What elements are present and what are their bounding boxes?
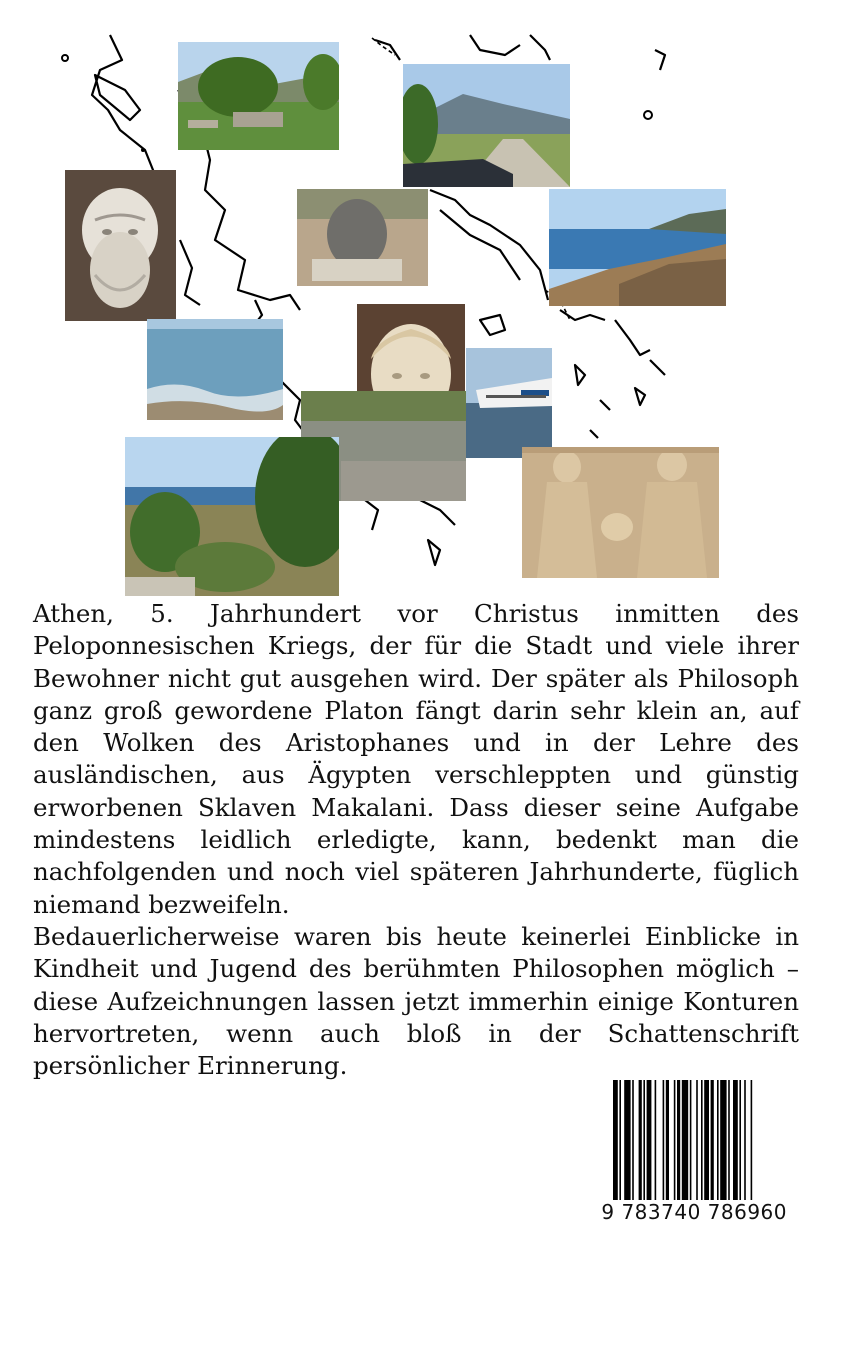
pine-trees-coast-photo [125, 437, 339, 596]
isbn-number: 9 783740 786960 [591, 1200, 787, 1224]
socrates-bust-photo [65, 170, 176, 321]
cover-collage [0, 0, 850, 600]
ferry-ship-photo [466, 348, 552, 458]
coastline-photo [549, 189, 726, 306]
ruins-with-tree-photo [178, 42, 339, 150]
mountain-road-photo [403, 64, 570, 187]
description-paragraph: Athen, 5. Jahrhundert vor Christus inmitten des Peloponnesischen Kriegs, der für die Stadt und viele ihrer Bewohner nicht gut ausgehen wird. Der später als Philosoph ganz groß gewordene Platon fängt darin sehr klein an, auf den Wolken des Aristophanes und in der Lehre des ausländischen, aus Ägypten verschleppten und günstig erworbenen Sklaven Makalani. Dass dieser seine Aufgabe mindestens leidlich erledigte, kann, bedenkt man die nachfolgenden und noch viel späteren Jahrhunderte, füglich niemand bezweifeln. [33, 599, 799, 919]
back-cover-description [33, 598, 799, 1082]
description-paragraph: Bedauerlicherweise waren bis heute keinerlei Einblicke in Kindheit und Jugend des berühmten Philosophen möglich – diese Aufzeichnungen lassen jetzt immerhin einige Konturen hervortreten, wenn auch bloß in der Schattenschrift persönlicher Erinnerung. [33, 921, 799, 1081]
sea-waves-photo [147, 319, 283, 420]
omphalos-stone-photo [297, 189, 428, 286]
stone-relief-grave-photo [522, 447, 719, 578]
